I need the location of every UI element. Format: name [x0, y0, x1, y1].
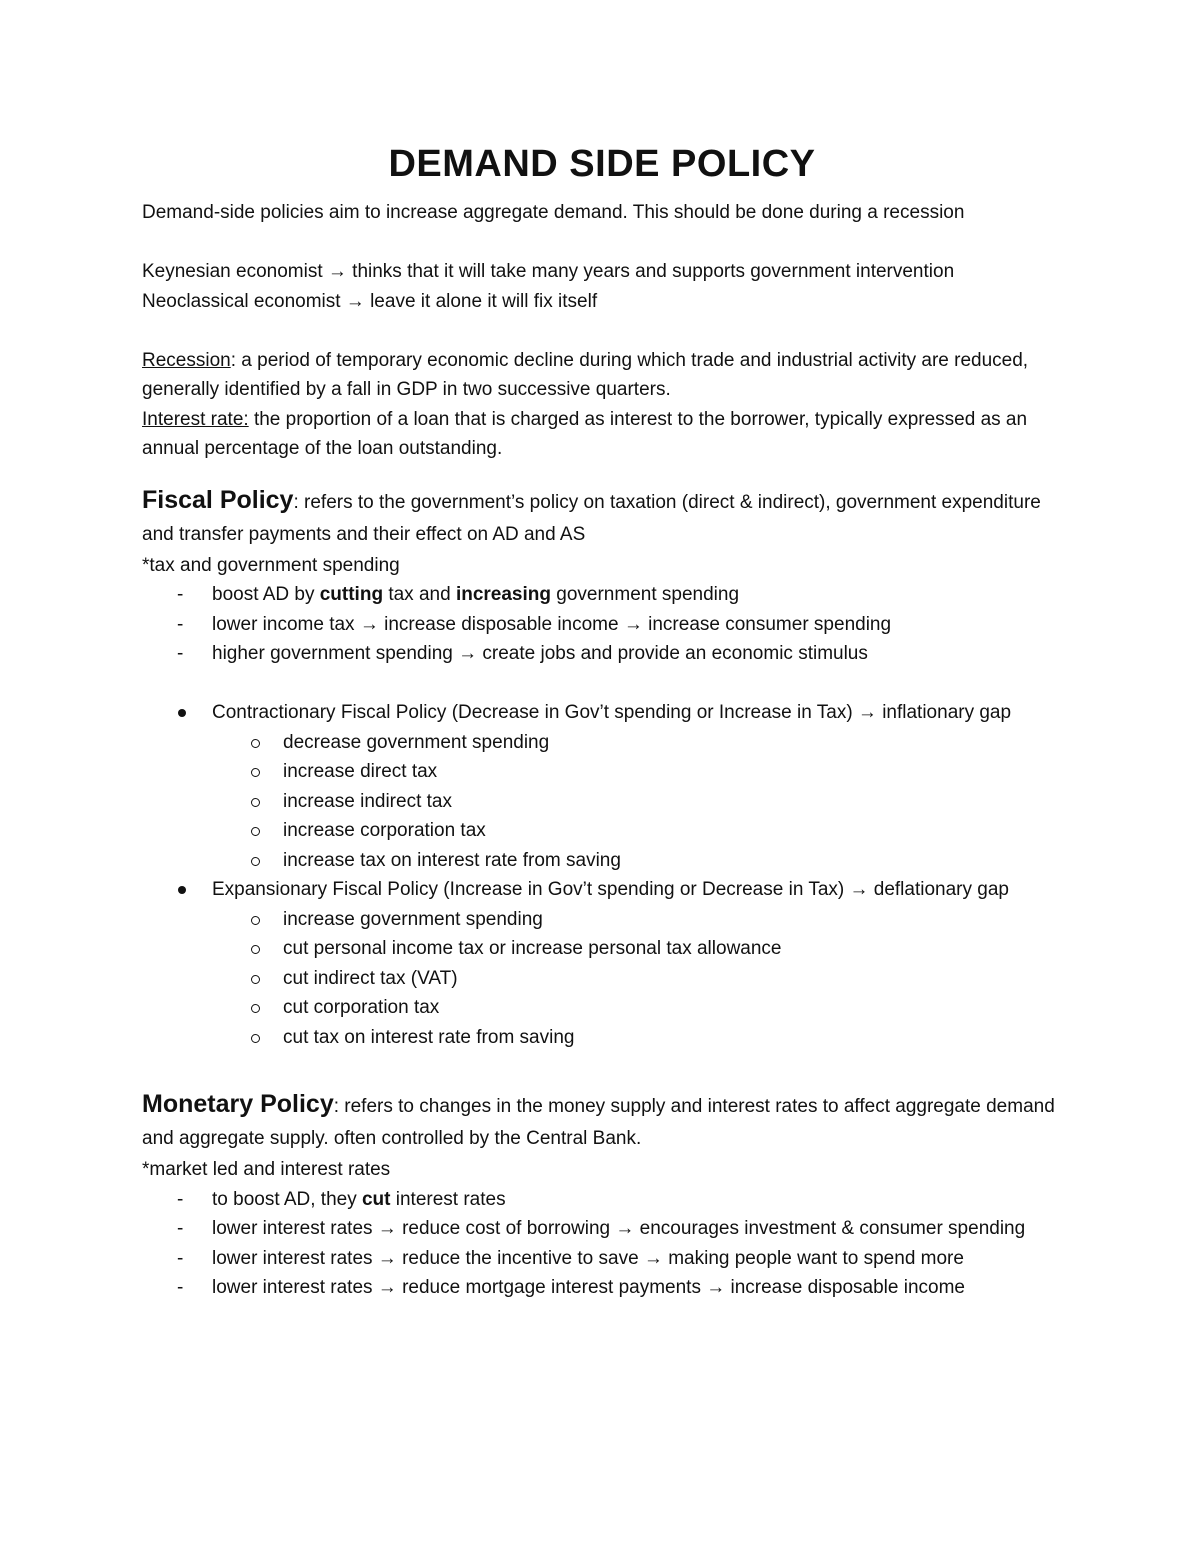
contractionary-sublist: [142, 728, 1062, 876]
bullet-icon: [178, 886, 186, 894]
document-page: [142, 140, 1062, 1303]
list-item: decrease government spending: [142, 728, 1062, 758]
expansionary-sublist: [142, 905, 1062, 1053]
fiscal-definition: [142, 484, 1062, 551]
recession-term: Recession: [142, 349, 231, 371]
neoclassical-line: Neoclassical economist → leave it alone it will fix itself: [142, 290, 598, 312]
circle-bullet-icon: [251, 1004, 260, 1013]
fiscal-policy-types: [142, 698, 1062, 728]
circle-bullet-icon: [251, 739, 260, 748]
fiscal-heading: Fiscal Policy: [142, 485, 294, 514]
fiscal-dash-list: [142, 580, 1062, 669]
list-item: - lower interest rates → reduce cost of borrowing → encourages investment & consumer spending: [142, 1214, 1062, 1244]
circle-bullet-icon: [251, 945, 260, 954]
monetary-definition: [142, 1088, 1062, 1155]
list-item: - boost AD by cutting tax and increasing government spending: [142, 580, 1062, 610]
list-item: increase corporation tax: [142, 816, 1062, 846]
circle-bullet-icon: [251, 916, 260, 925]
circle-bullet-icon: [251, 1034, 260, 1043]
expansionary-item: [142, 875, 1062, 905]
monetary-note: *market led and interest rates: [142, 1159, 391, 1180]
monetary-dash-list: [142, 1185, 1062, 1303]
list-item: cut corporation tax: [142, 993, 1062, 1023]
circle-bullet-icon: [251, 798, 260, 807]
monetary-heading: Monetary Policy: [142, 1090, 334, 1118]
list-item: increase tax on interest rate from saving: [142, 846, 1062, 876]
interest-term: Interest rate:: [142, 408, 249, 430]
monetary-def: : refers to changes in the money supply and interest rates to affect aggregate demand and aggregate supply. often controlled by the Central Bank.: [142, 1096, 1055, 1149]
circle-bullet-icon: [251, 857, 260, 866]
list-item: - lower interest rates → reduce mortgage interest payments → increase disposable income: [142, 1273, 1062, 1303]
list-item: - to boost AD, they cut interest rates: [142, 1185, 1062, 1215]
circle-bullet-icon: [251, 768, 260, 777]
fiscal-policy-types-2: [142, 875, 1062, 905]
recession-def: : a period of temporary economic decline during which trade and industrial activity are reduced, generally identified by a fall in GDP in two successive quarters.: [142, 349, 1029, 400]
list-item: - lower income tax → increase disposable income → increase consumer spending: [142, 610, 1062, 640]
expansionary-label: Expansionary Fiscal Policy (Increase in Gov’t spending or Decrease in Tax) → deflationary gap: [212, 879, 1009, 900]
list-item: cut indirect tax (VAT): [142, 964, 1062, 994]
contractionary-label: Contractionary Fiscal Policy (Decrease in Gov’t spending or Increase in Tax) → inflationary gap: [212, 702, 1012, 723]
intro-text: Demand-side policies aim to increase aggregate demand. This should be done during a recession: [142, 202, 965, 223]
bullet-icon: [178, 709, 186, 717]
list-item: - higher government spending → create jobs and provide an economic stimulus: [142, 639, 1062, 669]
interest-definition: [142, 405, 1062, 464]
list-item: increase direct tax: [142, 757, 1062, 787]
fiscal-note: *tax and government spending: [142, 554, 400, 576]
keynesian-line: Keynesian economist → thinks that it will take many years and supports government intervention: [142, 261, 955, 282]
page-title: DEMAND SIDE POLICY: [388, 143, 816, 185]
recession-definition: [142, 346, 1062, 405]
circle-bullet-icon: [251, 827, 260, 836]
list-item: cut tax on interest rate from saving: [142, 1023, 1062, 1053]
interest-def: the proportion of a loan that is charged as interest to the borrower, typically expressed as an annual percentage of the loan outstanding.: [142, 408, 1028, 459]
list-item: cut personal income tax or increase personal tax allowance: [142, 934, 1062, 964]
fiscal-def: : refers to the government’s policy on taxation (direct & indirect), government expenditure and transfer payments and their effect on AD and AS: [142, 491, 1041, 545]
list-item: increase government spending: [142, 905, 1062, 935]
list-item: - lower interest rates → reduce the incentive to save → making people want to spend more: [142, 1244, 1062, 1274]
list-item: increase indirect tax: [142, 787, 1062, 817]
circle-bullet-icon: [251, 975, 260, 984]
contractionary-item: [142, 698, 1062, 728]
